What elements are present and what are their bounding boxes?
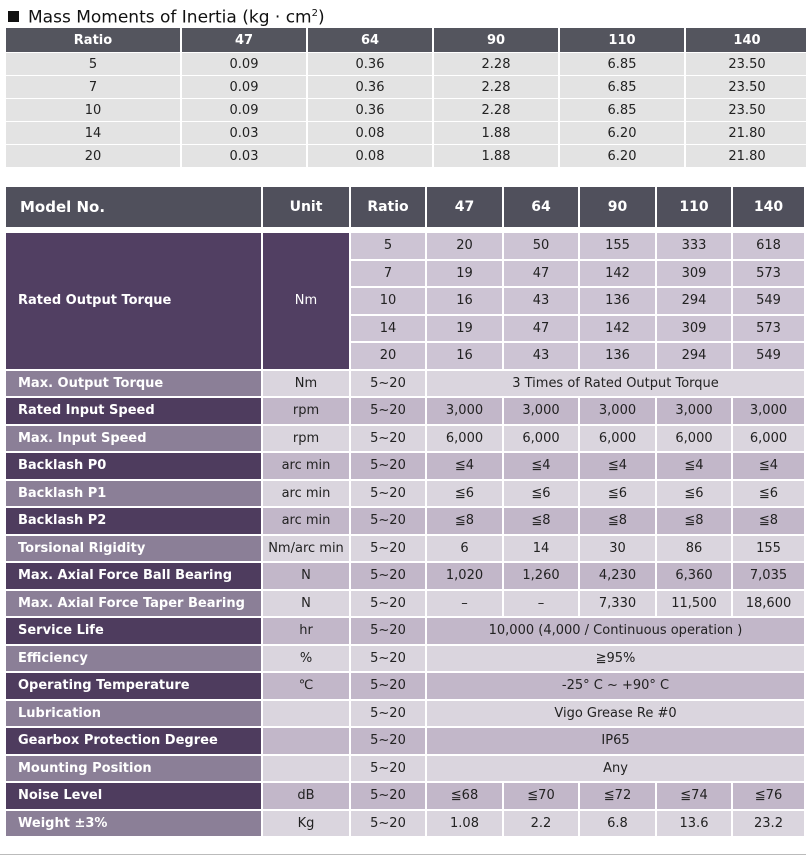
- spec-row-ratio: 5~20: [351, 398, 425, 424]
- spec-row-value: ≦4: [580, 453, 655, 479]
- torque-ratio-cell: 5: [351, 233, 425, 259]
- inertia-header-110: 110: [560, 28, 684, 52]
- spec-header-110: 110: [657, 187, 731, 227]
- spec-row-unit: [263, 728, 349, 754]
- spec-row-unit: Kg: [263, 811, 349, 837]
- torque-value-cell: 19: [427, 316, 502, 342]
- spec-row-value: ≦72: [580, 783, 655, 809]
- spec-row-value: 3,000: [657, 398, 731, 424]
- spec-row-unit: [263, 756, 349, 782]
- spec-row-value: ≦74: [657, 783, 731, 809]
- spec-row-value: 3,000: [504, 398, 578, 424]
- inertia-ratio-cell: 20: [6, 145, 180, 167]
- spec-row-value: 13.6: [657, 811, 731, 837]
- inertia-value-cell: 0.09: [182, 99, 306, 121]
- spec-row-ratio: 5~20: [351, 756, 425, 782]
- inertia-header-ratio: Ratio: [6, 28, 180, 52]
- spec-row-unit: arc min: [263, 453, 349, 479]
- spec-row: [6, 811, 804, 837]
- inertia-value-cell: 6.85: [560, 76, 684, 98]
- spec-row-value: 18,600: [733, 591, 804, 617]
- spec-row-value: 23.2: [733, 811, 804, 837]
- spec-row-ratio: 5~20: [351, 646, 425, 672]
- spec-row-ratio: 5~20: [351, 673, 425, 699]
- spec-row-label: Lubrication: [6, 701, 261, 727]
- spec-row-ratio: 5~20: [351, 536, 425, 562]
- spec-row-value: ≦8: [657, 508, 731, 534]
- spec-row-value: 7,330: [580, 591, 655, 617]
- torque-value-cell: 43: [504, 343, 578, 369]
- spec-gap-cell: [6, 229, 804, 231]
- spec-row-ratio: 5~20: [351, 426, 425, 452]
- spec-row: [6, 371, 804, 397]
- spec-row-unit: arc min: [263, 508, 349, 534]
- torque-value-cell: 47: [504, 261, 578, 287]
- spec-row-label: Max. Input Speed: [6, 426, 261, 452]
- inertia-value-cell: 6.85: [560, 99, 684, 121]
- spec-row-value: ≦68: [427, 783, 502, 809]
- spec-row-value: ≦6: [657, 481, 731, 507]
- spec-row-label: Weight ±3%: [6, 811, 261, 837]
- torque-ratio-cell: 20: [351, 343, 425, 369]
- torque-value-cell: 309: [657, 316, 731, 342]
- spec-header-140: 140: [733, 187, 804, 227]
- spec-row-value: 6: [427, 536, 502, 562]
- spec-row-value: 3,000: [427, 398, 502, 424]
- spec-row-label: Max. Axial Force Taper Bearing: [6, 591, 261, 617]
- torque-value-cell: 618: [733, 233, 804, 259]
- spec-row-unit: Nm: [263, 371, 349, 397]
- inertia-ratio-cell: 5: [6, 53, 180, 75]
- torque-value-cell: 16: [427, 343, 502, 369]
- inertia-value-cell: 0.09: [182, 76, 306, 98]
- inertia-value-cell: 0.09: [182, 53, 306, 75]
- spec-row-value: 6.8: [580, 811, 655, 837]
- inertia-value-cell: 23.50: [686, 53, 806, 75]
- spec-row: [6, 756, 804, 782]
- spec-row-ratio: 5~20: [351, 728, 425, 754]
- spec-row-ratio: 5~20: [351, 811, 425, 837]
- spec-row-label: Noise Level: [6, 783, 261, 809]
- spec-row-label: Max. Axial Force Ball Bearing: [6, 563, 261, 589]
- inertia-value-cell: 21.80: [686, 145, 806, 167]
- spec-header-unit: Unit: [263, 187, 349, 227]
- spec-row-span-value: 10,000 (4,000 / Continuous operation ): [427, 618, 804, 644]
- section-title-text: Mass Moments of Inertia (kg · cm: [28, 7, 312, 28]
- inertia-table: [4, 27, 806, 168]
- spec-row-value: 1,260: [504, 563, 578, 589]
- torque-value-cell: 294: [657, 343, 731, 369]
- inertia-value-cell: 0.36: [308, 99, 432, 121]
- spec-row-value: 2.2: [504, 811, 578, 837]
- spec-row-value: –: [504, 591, 578, 617]
- spec-row-value: 86: [657, 536, 731, 562]
- inertia-header-90: 90: [434, 28, 558, 52]
- spec-header-ratio: Ratio: [351, 187, 425, 227]
- inertia-row: [6, 99, 806, 121]
- inertia-ratio-cell: 14: [6, 122, 180, 144]
- spec-row-label: Service Life: [6, 618, 261, 644]
- spec-row: [6, 563, 804, 589]
- torque-value-cell: 43: [504, 288, 578, 314]
- inertia-value-cell: 6.20: [560, 122, 684, 144]
- spec-header-90: 90: [580, 187, 655, 227]
- inertia-value-cell: 0.36: [308, 53, 432, 75]
- inertia-header-47: 47: [182, 28, 306, 52]
- spec-row: [6, 701, 804, 727]
- spec-row-value: –: [427, 591, 502, 617]
- spec-row: [6, 618, 804, 644]
- spec-row: [6, 728, 804, 754]
- spec-row-value: ≦4: [504, 453, 578, 479]
- spec-row: [6, 453, 804, 479]
- spec-row-value: 6,000: [733, 426, 804, 452]
- torque-value-cell: 549: [733, 343, 804, 369]
- spec-row-span-value: Vigo Grease Re #0: [427, 701, 804, 727]
- inertia-value-cell: 6.85: [560, 53, 684, 75]
- torque-value-cell: 20: [427, 233, 502, 259]
- spec-header-64: 64: [504, 187, 578, 227]
- spec-row-label: Mounting Position: [6, 756, 261, 782]
- spec-gap-row: [6, 229, 804, 231]
- footer-divider: [0, 854, 806, 855]
- torque-value-cell: 47: [504, 316, 578, 342]
- inertia-ratio-cell: 7: [6, 76, 180, 98]
- spec-row-unit: dB: [263, 783, 349, 809]
- spec-row-value: ≦6: [427, 481, 502, 507]
- inertia-value-cell: 1.88: [434, 145, 558, 167]
- spec-row-unit: ℃: [263, 673, 349, 699]
- spec-row-label: Backlash P2: [6, 508, 261, 534]
- torque-value-cell: 136: [580, 288, 655, 314]
- rated-output-torque-label: Rated Output Torque: [6, 233, 261, 369]
- inertia-value-cell: 6.20: [560, 145, 684, 167]
- torque-value-cell: 136: [580, 343, 655, 369]
- inertia-value-cell: 0.08: [308, 122, 432, 144]
- spec-row: [6, 646, 804, 672]
- inertia-header-140: 140: [686, 28, 806, 52]
- spec-row-span-value: IP65: [427, 728, 804, 754]
- spec-row-ratio: 5~20: [351, 563, 425, 589]
- torque-ratio-cell: 14: [351, 316, 425, 342]
- spec-row-ratio: 5~20: [351, 481, 425, 507]
- inertia-header-64: 64: [308, 28, 432, 52]
- spec-row-label: Efficiency: [6, 646, 261, 672]
- spec-row: [6, 783, 804, 809]
- spec-row: [6, 591, 804, 617]
- spec-row-span-value: Any: [427, 756, 804, 782]
- inertia-value-cell: 2.28: [434, 99, 558, 121]
- spec-row: [6, 398, 804, 424]
- torque-value-cell: 573: [733, 261, 804, 287]
- spec-row-ratio: 5~20: [351, 701, 425, 727]
- spec-header-47: 47: [427, 187, 502, 227]
- spec-row-label: Max. Output Torque: [6, 371, 261, 397]
- spec-row-unit: %: [263, 646, 349, 672]
- section-title-sup: 2: [311, 8, 318, 19]
- rated-output-torque-unit: Nm: [263, 233, 349, 369]
- spec-row-value: 155: [733, 536, 804, 562]
- spec-row-value: 6,000: [427, 426, 502, 452]
- spec-row-unit: N: [263, 591, 349, 617]
- spec-row-label: Backlash P1: [6, 481, 261, 507]
- spec-row-ratio: 5~20: [351, 508, 425, 534]
- inertia-value-cell: 23.50: [686, 76, 806, 98]
- torque-value-cell: 333: [657, 233, 731, 259]
- spec-row-value: 3,000: [580, 398, 655, 424]
- section-title-end: ): [318, 7, 325, 28]
- torque-value-cell: 309: [657, 261, 731, 287]
- inertia-value-cell: 2.28: [434, 53, 558, 75]
- inertia-row: [6, 53, 806, 75]
- spec-row-label: Operating Temperature: [6, 673, 261, 699]
- inertia-ratio-cell: 10: [6, 99, 180, 121]
- spec-row-label: Backlash P0: [6, 453, 261, 479]
- torque-row: [6, 233, 804, 259]
- torque-value-cell: 16: [427, 288, 502, 314]
- spec-row-value: 4,230: [580, 563, 655, 589]
- spec-row-value: 3,000: [733, 398, 804, 424]
- spec-row: [6, 536, 804, 562]
- torque-value-cell: 155: [580, 233, 655, 259]
- torque-ratio-cell: 10: [351, 288, 425, 314]
- spec-row-ratio: 5~20: [351, 371, 425, 397]
- spec-row-span-value: ≧95%: [427, 646, 804, 672]
- spec-row-ratio: 5~20: [351, 591, 425, 617]
- inertia-row: [6, 122, 806, 144]
- spec-row-label: Rated Input Speed: [6, 398, 261, 424]
- spec-row: [6, 426, 804, 452]
- section-title: [8, 2, 325, 26]
- spec-row-label: Gearbox Protection Degree: [6, 728, 261, 754]
- spec-row-value: ≦4: [733, 453, 804, 479]
- spec-row-value: 6,000: [580, 426, 655, 452]
- spec-row-value: 7,035: [733, 563, 804, 589]
- spec-row: [6, 508, 804, 534]
- spec-row-value: ≦6: [580, 481, 655, 507]
- torque-value-cell: 142: [580, 316, 655, 342]
- inertia-value-cell: 0.36: [308, 76, 432, 98]
- torque-value-cell: 19: [427, 261, 502, 287]
- torque-value-cell: 142: [580, 261, 655, 287]
- spec-row-value: ≦8: [733, 508, 804, 534]
- spec-row-value: ≦4: [657, 453, 731, 479]
- inertia-row: [6, 76, 806, 98]
- spec-row-ratio: 5~20: [351, 618, 425, 644]
- inertia-value-cell: 1.88: [434, 122, 558, 144]
- spec-row-value: 6,000: [504, 426, 578, 452]
- spec-row-value: 11,500: [657, 591, 731, 617]
- spec-row-unit: Nm/arc min: [263, 536, 349, 562]
- spec-row-span-value: 3 Times of Rated Output Torque: [427, 371, 804, 397]
- spec-row-value: ≦70: [504, 783, 578, 809]
- inertia-value-cell: 21.80: [686, 122, 806, 144]
- spec-row-label: Torsional Rigidity: [6, 536, 261, 562]
- spec-row-unit: rpm: [263, 426, 349, 452]
- inertia-row: [6, 145, 806, 167]
- torque-value-cell: 50: [504, 233, 578, 259]
- inertia-value-cell: 0.08: [308, 145, 432, 167]
- spec-row-value: ≦6: [733, 481, 804, 507]
- spec-row-value: ≦8: [580, 508, 655, 534]
- inertia-value-cell: 23.50: [686, 99, 806, 121]
- bullet-square-icon: [8, 11, 19, 22]
- torque-ratio-cell: 7: [351, 261, 425, 287]
- torque-value-cell: 573: [733, 316, 804, 342]
- spec-row-value: ≦8: [427, 508, 502, 534]
- spec-header-row: [6, 187, 804, 227]
- inertia-value-cell: 0.03: [182, 122, 306, 144]
- torque-value-cell: 549: [733, 288, 804, 314]
- spec-row-unit: [263, 701, 349, 727]
- spec-row-value: ≦8: [504, 508, 578, 534]
- inertia-value-cell: 2.28: [434, 76, 558, 98]
- spec-header-model: Model No.: [6, 187, 261, 227]
- spec-row-value: 6,000: [657, 426, 731, 452]
- inertia-header-row: [6, 28, 806, 52]
- spec-row-unit: hr: [263, 618, 349, 644]
- spec-row: [6, 481, 804, 507]
- spec-row-span-value: -25° C ~ +90° C: [427, 673, 804, 699]
- spec-row: [6, 673, 804, 699]
- spec-row-unit: N: [263, 563, 349, 589]
- spec-table: [4, 185, 806, 838]
- spec-row-value: 14: [504, 536, 578, 562]
- spec-row-unit: arc min: [263, 481, 349, 507]
- spec-row-value: ≦6: [504, 481, 578, 507]
- spec-row-unit: rpm: [263, 398, 349, 424]
- spec-row-value: 1.08: [427, 811, 502, 837]
- spec-row-ratio: 5~20: [351, 453, 425, 479]
- spec-row-value: ≦4: [427, 453, 502, 479]
- torque-value-cell: 294: [657, 288, 731, 314]
- spec-row-value: ≦76: [733, 783, 804, 809]
- spec-row-value: 1,020: [427, 563, 502, 589]
- spec-row-ratio: 5~20: [351, 783, 425, 809]
- inertia-value-cell: 0.03: [182, 145, 306, 167]
- spec-row-value: 6,360: [657, 563, 731, 589]
- spec-row-value: 30: [580, 536, 655, 562]
